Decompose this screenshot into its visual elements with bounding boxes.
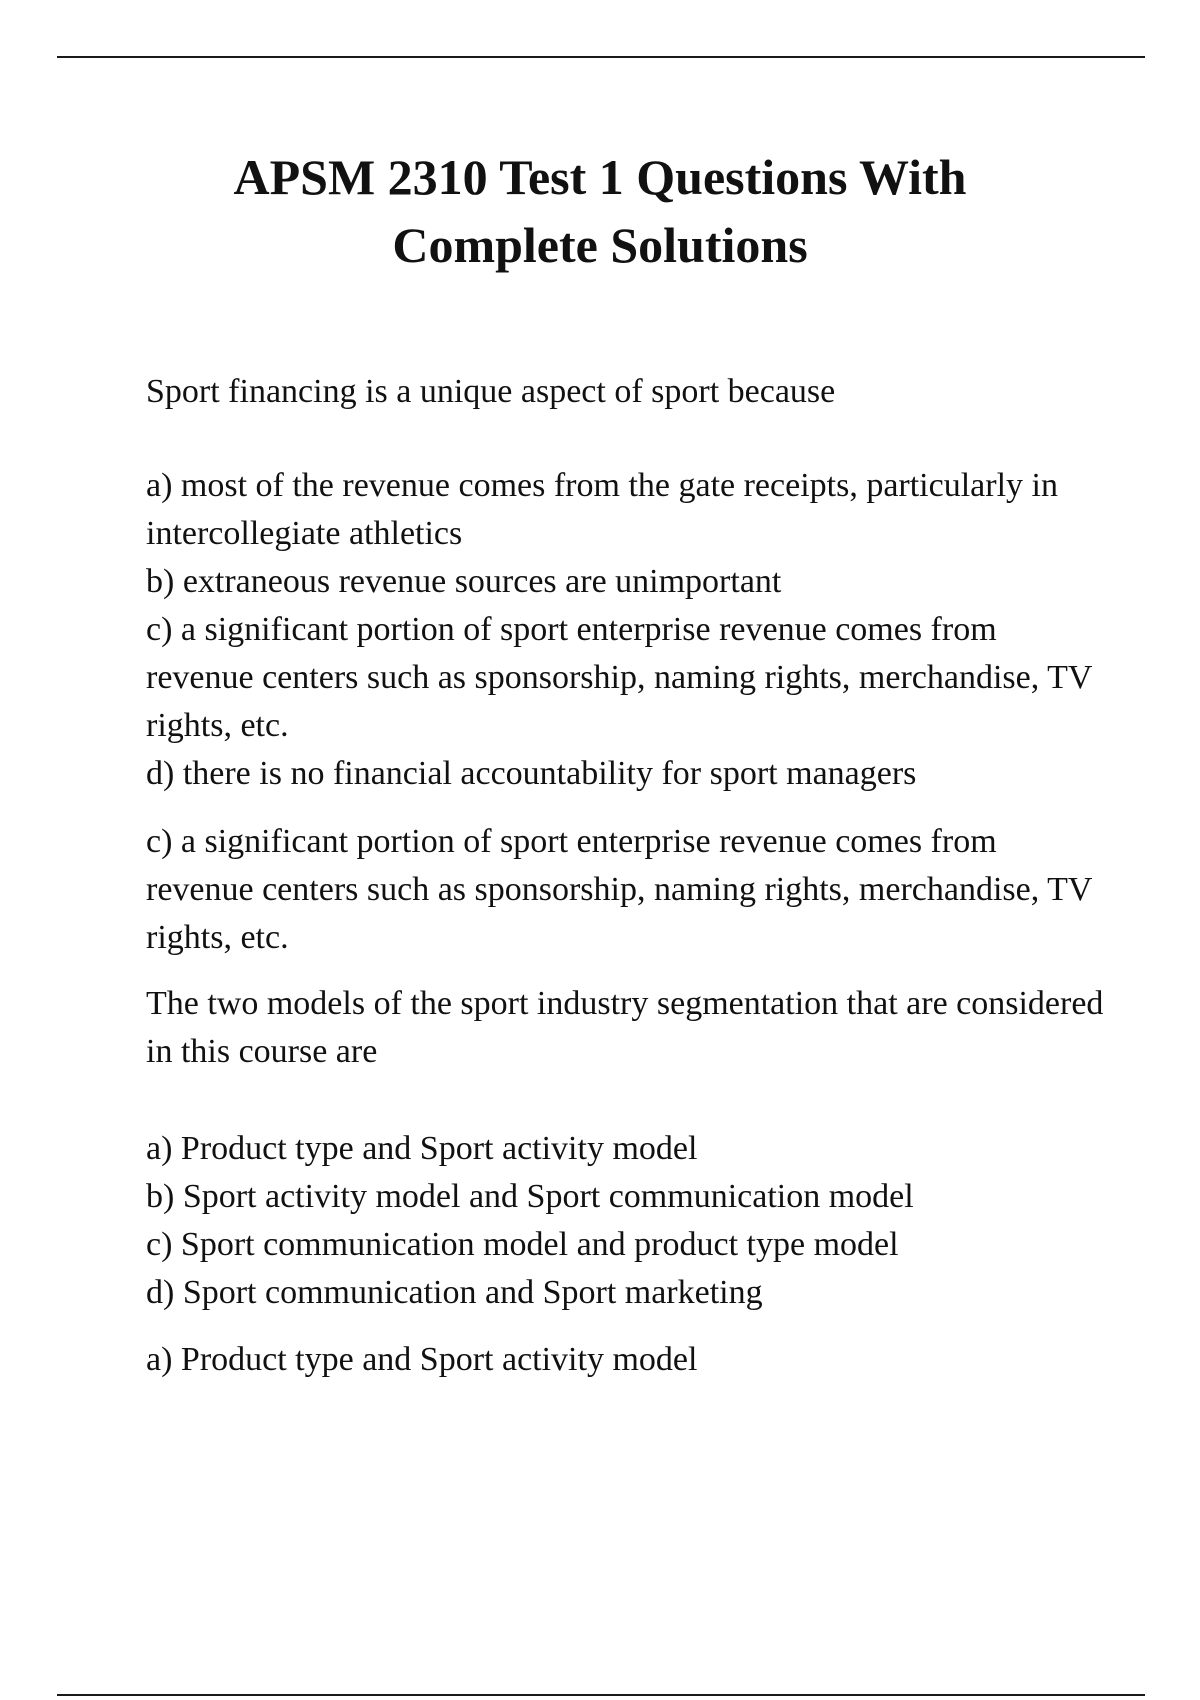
top-divider bbox=[57, 56, 1145, 58]
answer-option: d) there is no financial accountability for sport managers bbox=[146, 755, 917, 792]
answer-option: b) Sport activity model and Sport communication model bbox=[146, 1178, 914, 1215]
answer-option: b) extraneous revenue sources are unimportant bbox=[146, 563, 782, 600]
question-list bbox=[146, 368, 1106, 1384]
page-title bbox=[120, 143, 1080, 279]
question-2 bbox=[146, 980, 1106, 1384]
question-stem: The two models of the sport industry segmentation that are considered in this course are bbox=[146, 985, 1104, 1070]
correct-answer: c) a significant portion of sport enterprise revenue comes from revenue centers such as sponsorship, naming rights, merchandise, TV rights, etc. bbox=[146, 823, 1092, 956]
page-title-line-1: APSM 2310 Test 1 Questions With bbox=[233, 149, 967, 205]
answer-option: c) Sport communication model and product type model bbox=[146, 1226, 899, 1263]
answer-option: a) Product type and Sport activity model bbox=[146, 1130, 698, 1167]
question-stem: Sport financing is a unique aspect of sport because bbox=[146, 373, 836, 410]
answer-option: a) most of the revenue comes from the gate receipts, particularly in intercollegiate athletics bbox=[146, 467, 1058, 552]
answer-option: c) a significant portion of sport enterprise revenue comes from revenue centers such as sponsorship, naming rights, merchandise, TV rights, etc. bbox=[146, 611, 1092, 744]
page-title-line-2: Complete Solutions bbox=[392, 217, 808, 273]
answer-option: d) Sport communication and Sport marketing bbox=[146, 1274, 763, 1311]
correct-answer: a) Product type and Sport activity model bbox=[146, 1341, 698, 1378]
bottom-divider bbox=[57, 1694, 1145, 1696]
question-1 bbox=[146, 368, 1106, 962]
